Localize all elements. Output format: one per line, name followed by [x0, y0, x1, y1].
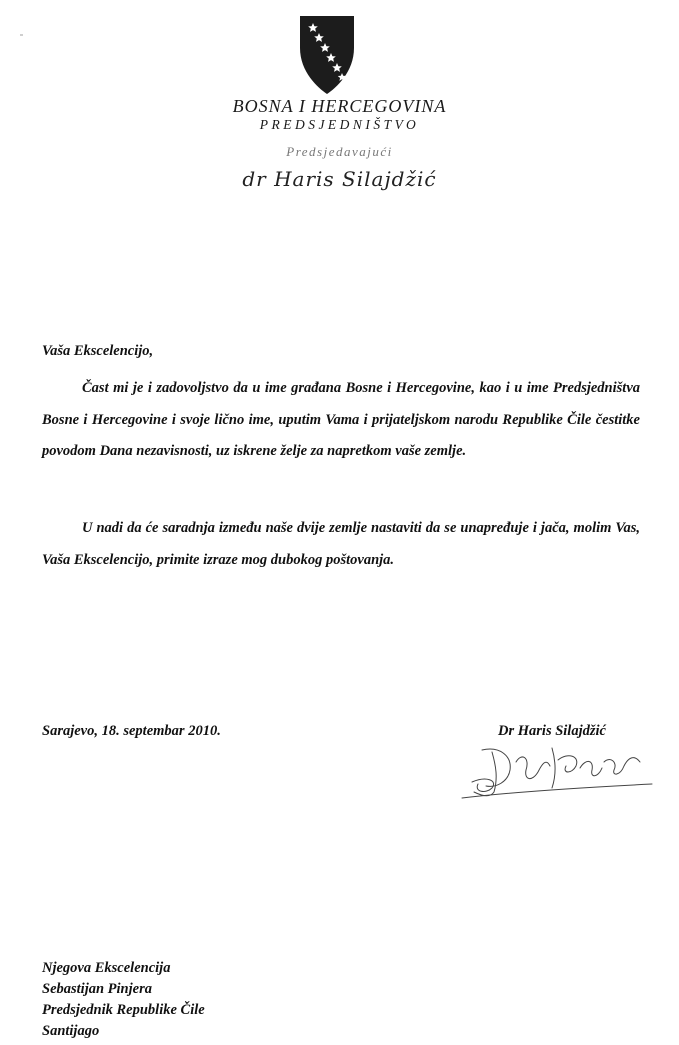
body-paragraph: Čast mi je i zadovoljstvo da u ime građana Bosne i Hercegovine, kao i u ime Predsjedništva Bosne i Hercegovine i svoje lično ime, uputim Vama i prijateljskom narodu Republike Čile čestitke povodom Dana nezavisnosti, uz iskrene želje za napretkom vaše zemlje.	[42, 380, 640, 459]
handwritten-signature	[452, 722, 672, 802]
letterhead-name: dr Haris Silajdžić	[242, 167, 437, 191]
signatory-name: Dr Haris Silajdžić	[498, 723, 606, 739]
letterhead-role: Predsjedavajući	[286, 144, 393, 159]
recipient-line: Sebastijan Pinjera	[42, 981, 152, 997]
recipient-line: Njegova Ekscelencija	[42, 960, 171, 976]
letterhead-country: BOSNA I HERCEGOVINA	[232, 96, 447, 116]
body-paragraph: U nadi da će saradnja između naše dvije zemlje nastaviti da se unapređuje i jača, molim Vas, Vaša Ekscelencijo, primite izraze mog dubokog poštovanja.	[42, 520, 640, 568]
recipient-address	[42, 958, 205, 1042]
letterhead-office: PREDSJEDNIŠTVO	[259, 117, 420, 132]
scan-speck	[20, 34, 23, 36]
salutation: Vaša Ekscelencijo,	[42, 343, 154, 359]
recipient-line: Santijago	[42, 1023, 100, 1039]
place-date: Sarajevo, 18. septembar 2010.	[42, 723, 221, 739]
coat-of-arms-icon	[296, 14, 358, 96]
recipient-line: Predsjednik Republike Čile	[42, 1002, 205, 1018]
